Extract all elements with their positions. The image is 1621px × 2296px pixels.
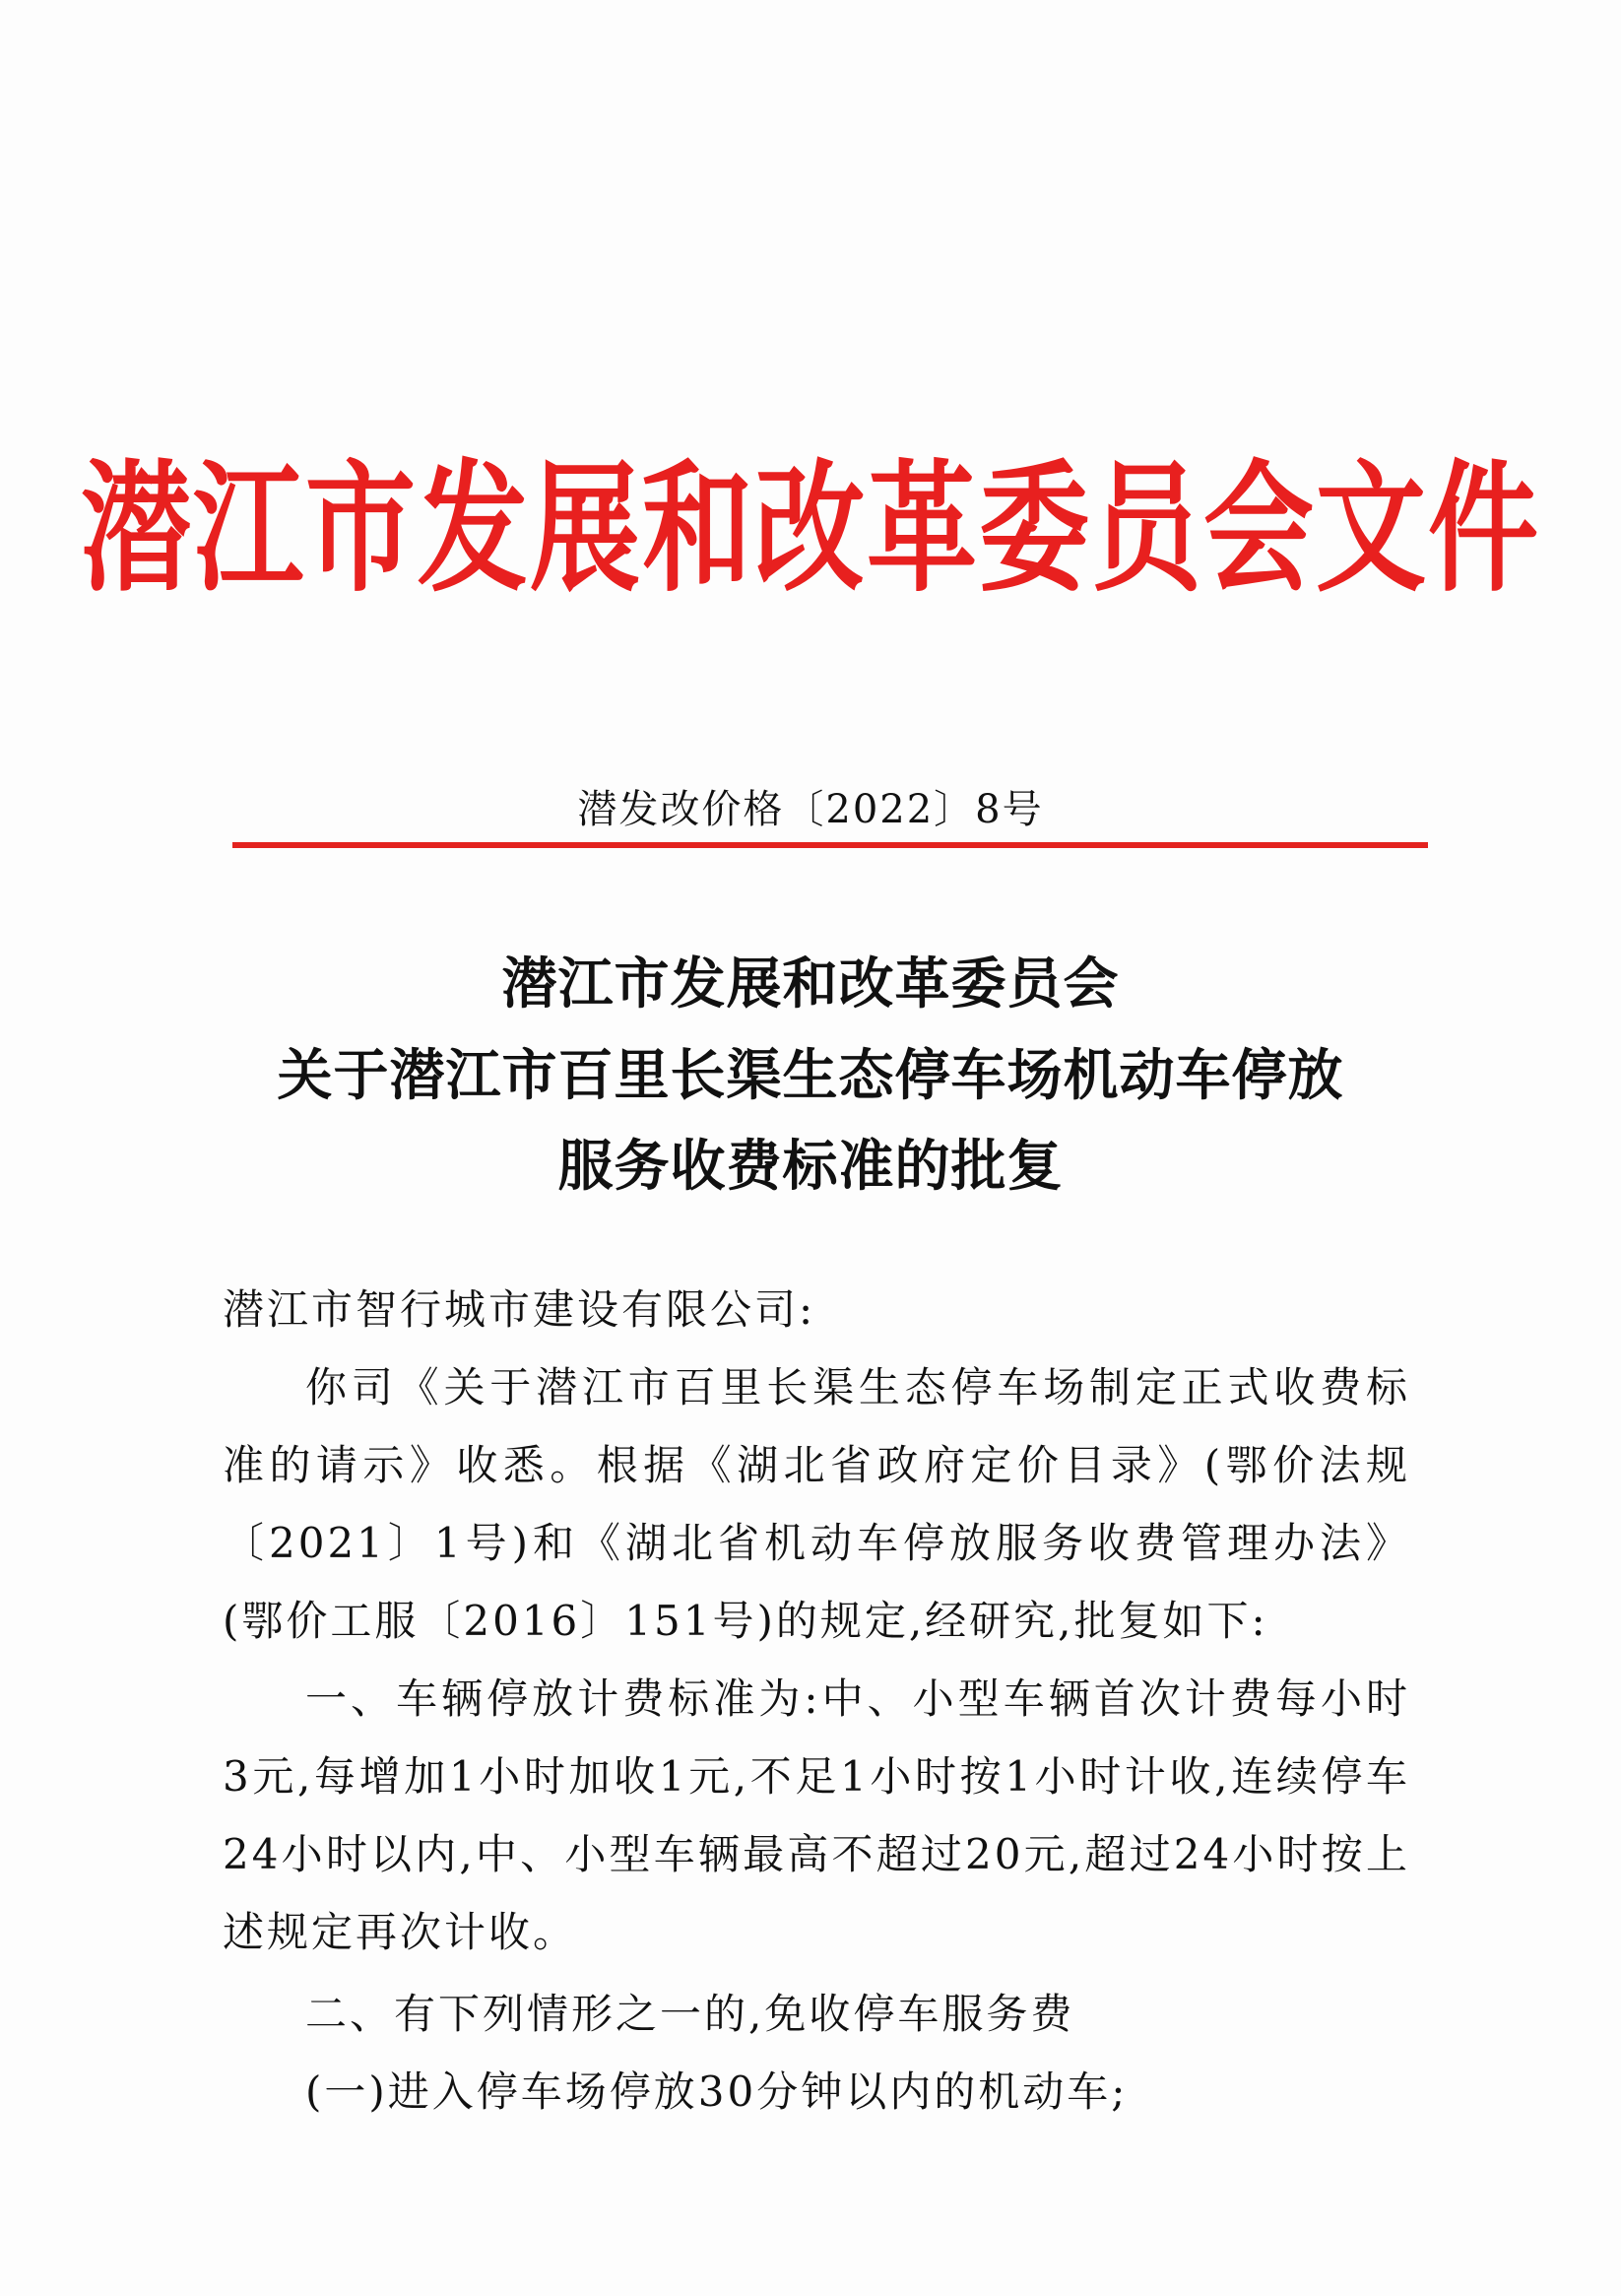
body-paragraph-4: (一)进入停车场停放30分钟以内的机动车; — [305, 2067, 1129, 2116]
document-number: 潜发改价格〔2022〕8号 — [577, 787, 1044, 832]
document-title-line-1: 潜江市发展和改革委员会 — [501, 952, 1120, 1017]
body-paragraph-3: 二、有下列情形之一的,免收停车服务费 — [305, 1990, 1075, 2038]
document-title-line-3: 服务收费标准的批复 — [557, 1135, 1064, 1199]
document-title-line-2: 关于潜江市百里长渠生态停车场机动车停放 — [277, 1044, 1344, 1108]
addressee: 潜江市智行城市建设有限公司: — [223, 1285, 816, 1334]
document-body — [223, 1271, 1410, 2131]
body-paragraph-1: 你司《关于潜江市百里长渠生态停车场制定正式收费标准的请示》收悉。根据《湖北省政府定价目录》(鄂价法规〔2021〕1号)和《湖北省机动车停放服务收费管理办法》(鄂价工服〔2016〕151号)的规定,经研究,批复如下: — [223, 1363, 1410, 1645]
issuer-banner: 潜江市发展和改革委员会文件 — [81, 446, 1540, 612]
red-divider-line — [232, 842, 1428, 848]
body-paragraph-2: 一、车辆停放计费标准为:中、小型车辆首次计费每小时3元,每增加1小时加收1元,不足1小时按1小时计收,连续停车24小时以内,中、小型车辆最高不超过20元,超过24小时按上述规定再次计收。 — [223, 1674, 1410, 1956]
